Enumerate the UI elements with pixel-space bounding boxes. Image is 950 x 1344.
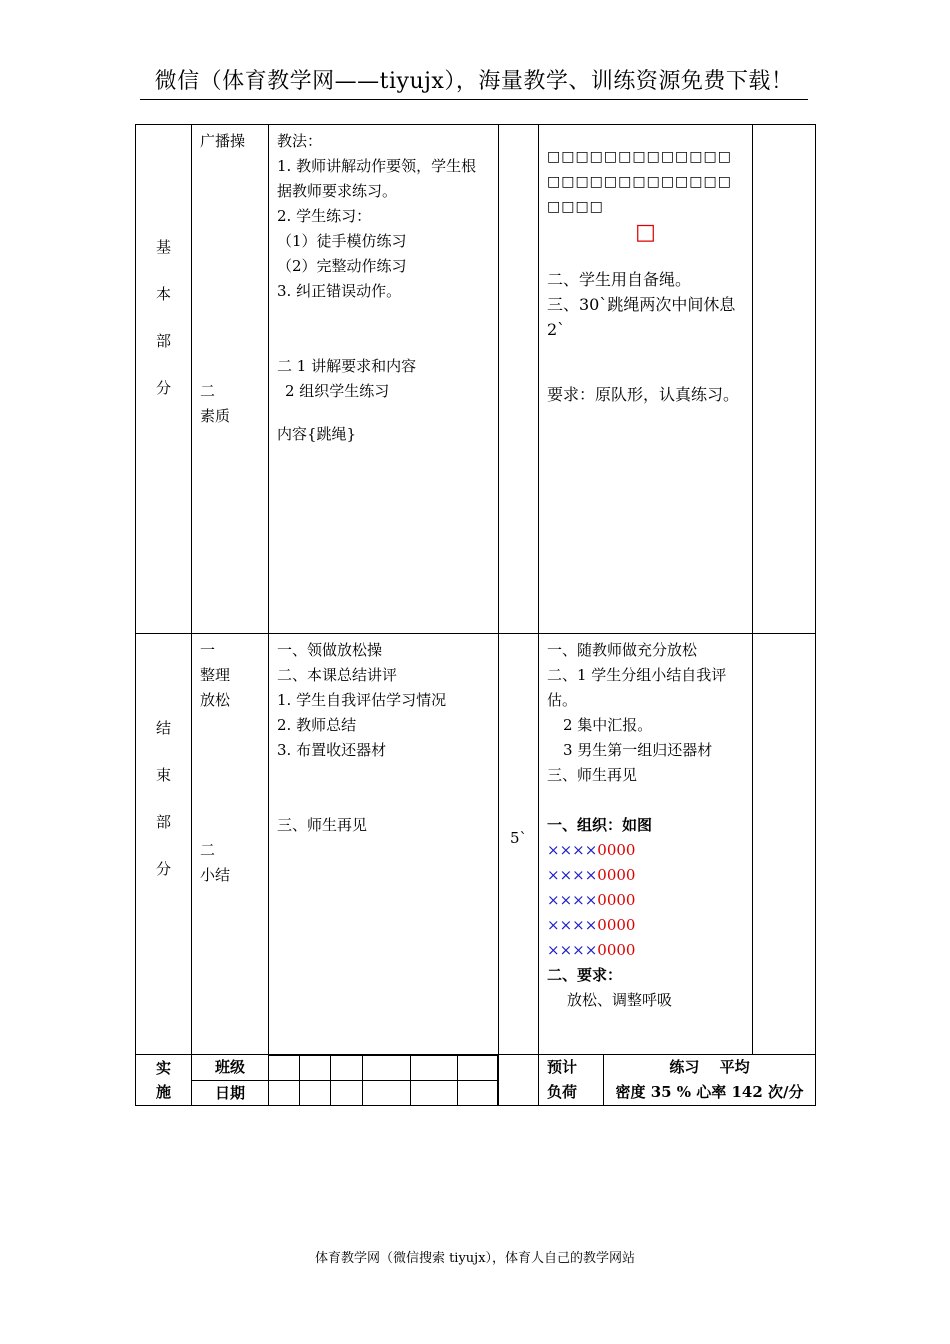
org-line: 二、学生用自备绳。 (547, 270, 692, 289)
content-item: 放松 (200, 691, 231, 709)
method-line: 3. 纠正错误动作。 (277, 282, 402, 300)
shishi-label (136, 1055, 192, 1106)
method-line: 2. 教师总结 (277, 716, 357, 734)
page-header: 微信（体育教学网——tiyujx），海量教学、训练资源免费下载！ (140, 64, 808, 100)
formation-boys: ×××× (547, 866, 598, 884)
grid-cell[interactable] (300, 1081, 331, 1106)
formation-girls: 0000 (597, 841, 636, 859)
formation-girls: 0000 (597, 941, 636, 959)
req-text: 放松、调整呼吸 (567, 991, 673, 1009)
formation (547, 838, 744, 963)
grid-cell[interactable] (331, 1081, 363, 1106)
ending-org-cell (539, 634, 753, 1055)
load-line: 练习 平均 (669, 1058, 750, 1076)
ending-section-label (136, 634, 192, 1055)
content-label: 内容{跳绳} (277, 425, 357, 443)
section-char: 基 (155, 238, 171, 256)
requirement-text: 原队形，认真练习。 (595, 385, 740, 404)
method-line: 2 组织学生练习 (285, 382, 390, 400)
section-char: 本 (155, 285, 171, 303)
ending-notes-cell (753, 634, 816, 1055)
section-char: 分 (155, 379, 171, 397)
formation-boys: ×××× (547, 941, 598, 959)
class-date-subgrid (269, 1055, 498, 1105)
class-date-grid (269, 1055, 499, 1106)
ending-content-cell (192, 634, 269, 1055)
implementation-row (136, 1055, 816, 1081)
basic-content-cell (192, 125, 269, 634)
basic-org-cell (539, 125, 753, 634)
formation-boys: ×××× (547, 891, 598, 909)
method-line: 教法： (277, 132, 323, 150)
formation-row (547, 838, 744, 863)
page-footer: 体育教学网（微信搜索 tiyujx），体育人自己的教学网站 (314, 1251, 636, 1266)
content-item: 一 (200, 641, 216, 659)
req-title: 二、要求： (547, 966, 623, 984)
formation-row (547, 913, 744, 938)
method-line: 2. 学生练习： (277, 207, 372, 225)
method-line: 三、师生再见 (277, 816, 368, 834)
method-line: （1）徒手模仿练习 (277, 232, 407, 250)
method-line: 1. 教师讲解动作要领，学生根据教师要求练习。 (277, 157, 477, 200)
lesson-plan-table (135, 124, 816, 1106)
ending-time-cell (499, 634, 539, 1055)
basic-section-row (136, 125, 816, 634)
content-item: 整理 (200, 666, 231, 684)
section-char: 分 (155, 860, 171, 878)
content-item: 广播操 (200, 132, 246, 150)
load-line: 密度 35 % 心率 142 次/分 (615, 1083, 804, 1101)
shishi-char: 施 (155, 1083, 171, 1101)
ending-methods-cell (269, 634, 499, 1055)
formation-row (547, 888, 744, 913)
method-line: （2）完整动作练习 (277, 257, 407, 275)
method-line: 二 1 讲解要求和内容 (277, 357, 417, 375)
content-item: 二 (200, 382, 216, 400)
org-line: 3 男生第一组归还器材 (563, 741, 713, 759)
date-label: 日期 (192, 1080, 269, 1106)
formation-girls: 0000 (597, 916, 636, 934)
org-line: 二、1 学生分组小结自我评估。 (547, 666, 727, 709)
estimated-load-label (539, 1055, 604, 1105)
ending-section-row (136, 634, 816, 1055)
grid-cell[interactable] (269, 1081, 300, 1106)
org-title: 一、组织：如图 (547, 816, 653, 834)
org-line: 三、30`跳绳两次中间休息 2` (547, 295, 736, 339)
method-line: 一、领做放松操 (277, 641, 383, 659)
formation-girls: 0000 (597, 866, 636, 884)
grid-cell[interactable] (300, 1056, 331, 1081)
method-line: 3. 布置收还器材 (277, 741, 387, 759)
formation-boys: ×××× (547, 841, 598, 859)
grid-cell[interactable] (411, 1081, 458, 1106)
content-item: 二 (200, 841, 216, 859)
section-char: 部 (155, 332, 171, 350)
section-char: 束 (155, 766, 171, 784)
placeholder-boxes: □□□□□□□□□□□□□□□□□□□□□□□□□□□□□□ (547, 149, 732, 215)
grid-cell[interactable] (411, 1056, 458, 1081)
basic-time-cell (499, 125, 539, 634)
formation-row (547, 938, 744, 963)
ending-time: 5` (509, 829, 528, 847)
load-cell (539, 1055, 816, 1106)
load-label-line: 预计 (547, 1058, 578, 1076)
grid-cell[interactable] (331, 1056, 363, 1081)
basic-methods-cell (269, 125, 499, 634)
basic-section-label (136, 125, 192, 634)
org-line: 2 集中汇报。 (563, 716, 653, 734)
shishi-char: 实 (155, 1059, 171, 1077)
content-item: 小结 (200, 866, 231, 884)
class-label: 班级 (192, 1055, 269, 1081)
time-blank-cell[interactable] (499, 1055, 539, 1106)
load-label-line: 负荷 (547, 1083, 578, 1101)
grid-cell[interactable] (363, 1081, 411, 1106)
content-item: 素质 (200, 407, 231, 425)
requirement-label: 要求： (547, 385, 596, 404)
grid-cell[interactable] (363, 1056, 411, 1081)
method-line: 1. 学生自我评估学习情况 (277, 691, 447, 709)
load-values (604, 1055, 815, 1105)
grid-cell[interactable] (458, 1081, 498, 1106)
method-line: 二、本课总结讲评 (277, 666, 398, 684)
formation-boys: ×××× (547, 916, 598, 934)
grid-cell[interactable] (458, 1056, 498, 1081)
org-line: 三、师生再见 (547, 766, 638, 784)
red-mark: □ (635, 220, 656, 245)
formation-row (547, 863, 744, 888)
section-char: 结 (155, 719, 171, 737)
grid-cell[interactable] (269, 1056, 300, 1081)
section-char: 部 (155, 813, 171, 831)
org-line: 一、随教师做充分放松 (547, 641, 698, 659)
basic-notes-cell (753, 125, 816, 634)
formation-girls: 0000 (597, 891, 636, 909)
